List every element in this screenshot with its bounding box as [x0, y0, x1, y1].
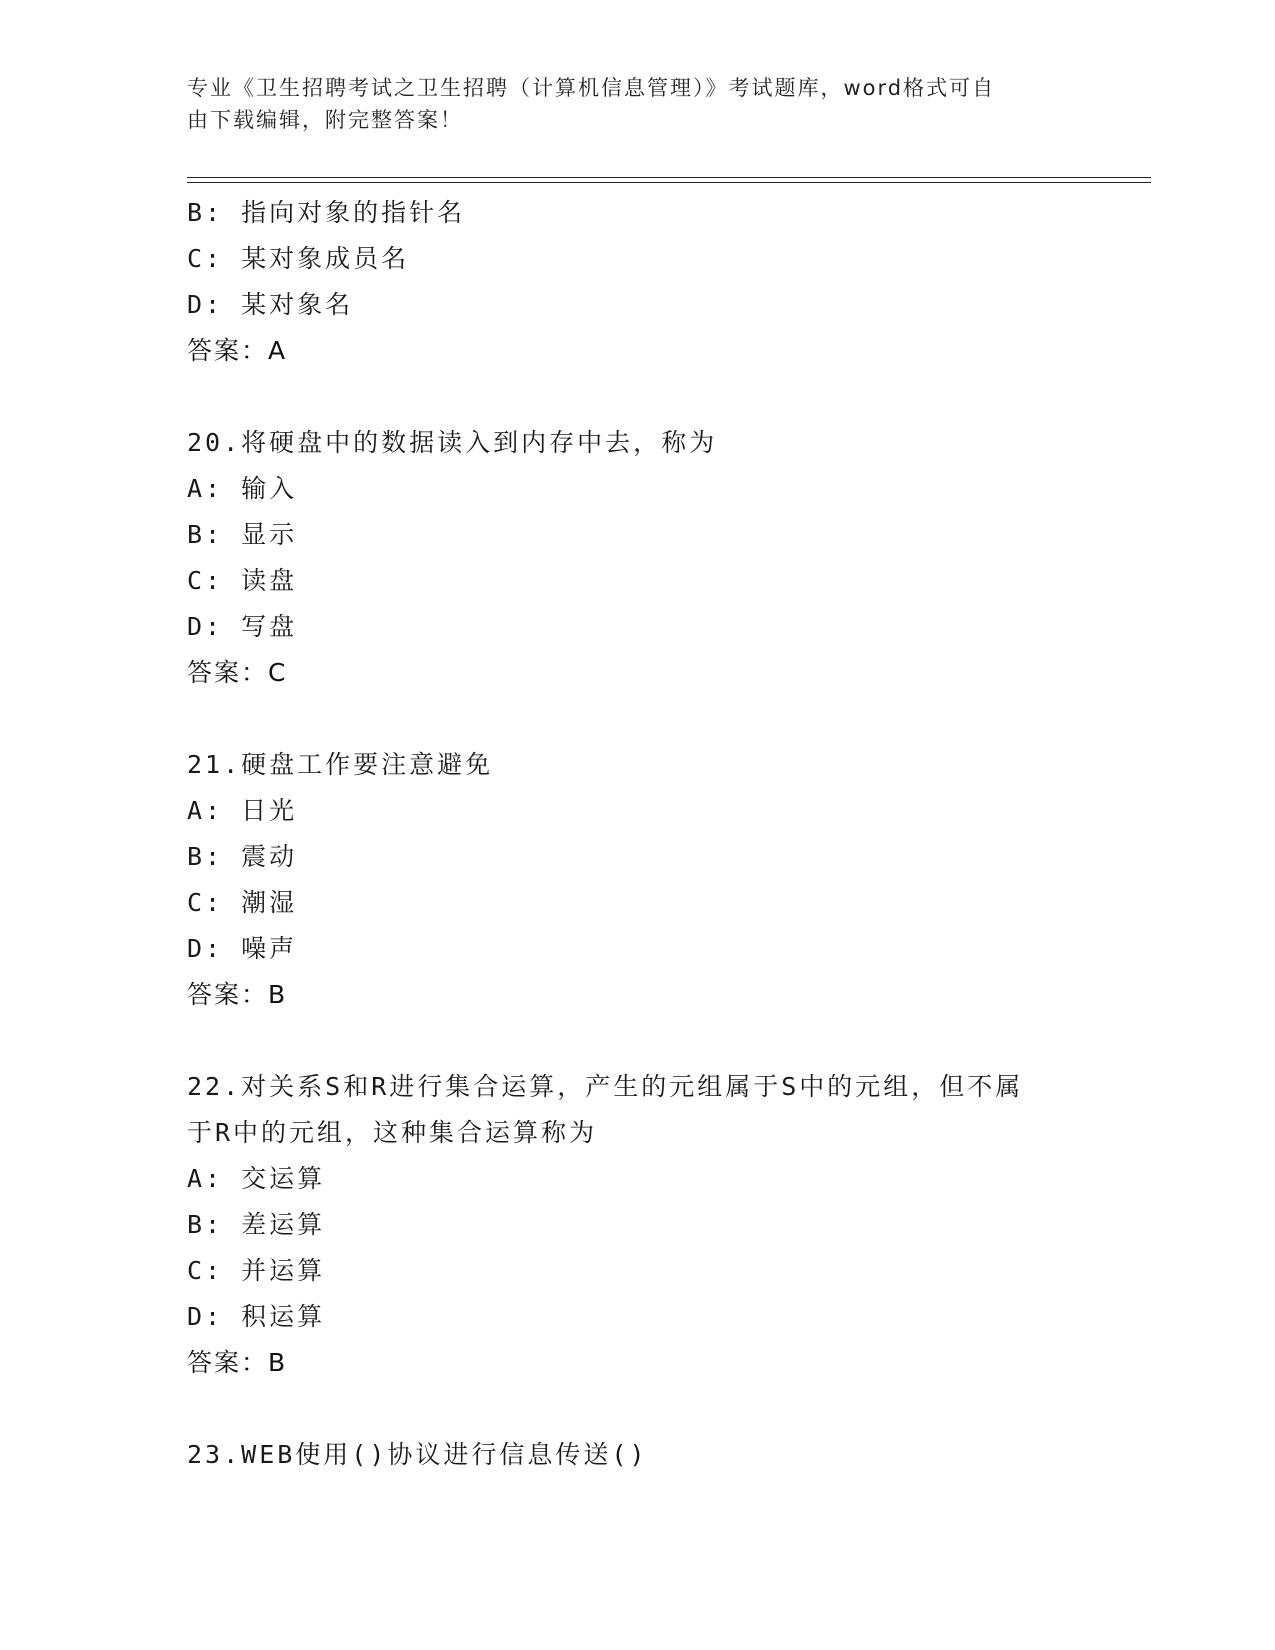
option-d: D: 积运算: [187, 1302, 326, 1331]
question-text-line-1: 22.对关系S和R进行集合运算，产生的元组属于S中的元组，但不属: [187, 1072, 1024, 1101]
question-20: [187, 420, 1087, 696]
header-divider-top: [187, 177, 1151, 178]
option-b: B: 显示: [187, 520, 298, 549]
header-line-1: 专业《卫生招聘考试之卫生招聘（计算机信息管理）》考试题库，word格式可自: [187, 76, 996, 100]
question-21: [187, 742, 1087, 1018]
option-a: A: 输入: [187, 474, 298, 503]
question-text: 23.WEB使用()协议进行信息传送(): [187, 1440, 648, 1469]
question-22: [187, 1064, 1087, 1386]
answer-line: 答案：A: [187, 336, 288, 365]
option-b: B: 指向对象的指针名: [187, 198, 466, 227]
option-a: A: 日光: [187, 796, 298, 825]
header-line-2: 由下载编辑，附完整答案！: [187, 108, 463, 132]
option-b: B: 震动: [187, 842, 298, 871]
option-d: D: 噪声: [187, 934, 298, 963]
question-23: [187, 1432, 1087, 1478]
answer-line: 答案：B: [187, 1348, 288, 1377]
answer-line: 答案：C: [187, 658, 288, 687]
answer-line: 答案：B: [187, 980, 288, 1009]
option-c: C: 读盘: [187, 566, 298, 595]
option-d: D: 写盘: [187, 612, 298, 641]
option-c: C: 并运算: [187, 1256, 326, 1285]
option-b: B: 差运算: [187, 1210, 326, 1239]
question-text: 21.硬盘工作要注意避免: [187, 750, 494, 779]
question-text-line-2: 于R中的元组，这种集合运算称为: [187, 1118, 598, 1147]
option-a: A: 交运算: [187, 1164, 326, 1193]
option-c: C: 某对象成员名: [187, 244, 410, 273]
document-header: [187, 72, 1067, 136]
option-c: C: 潮湿: [187, 888, 298, 917]
question-text: 20.将硬盘中的数据读入到内存中去，称为: [187, 428, 718, 457]
header-divider-bottom: [187, 182, 1151, 183]
option-d: D: 某对象名: [187, 290, 354, 319]
question-list: [187, 190, 1087, 1478]
prev-question-block: [187, 190, 1087, 374]
